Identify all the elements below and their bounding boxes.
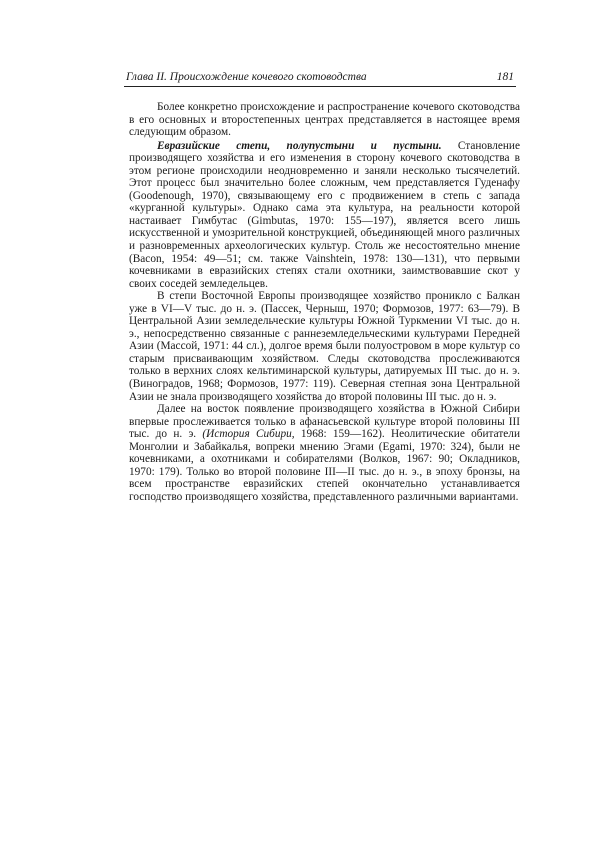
paragraph-4 <box>129 403 520 503</box>
paragraph-3: В степи Восточной Европы производящее хозяйство проникло с Балкан уже в VI—V тыс. до н. э. (Пассек, Черныш, 1970; Формозов, 1977: 63—79). В Центральной Азии земледельческие культуры Южной Туркмении VI тыс. до н. э., непосредственно связанные с раннеземледельческими культурами Передней Азии (Массой, 1971: 44 сл.), долгое время были полуостровом в море культур со старым присваивающим хозяйством. Следы скотоводства прослеживаются только в верхних слоях кельтиминарской культуры, датируемых III тыс. до н. э. (Виноградов, 1968; Формозов, 1977: 119). Северная степная зона Центральной Азии не знала производящего хозяйства до второй половины III тыс. до н. э. <box>129 290 520 403</box>
paragraph-2 <box>129 140 520 291</box>
body-text <box>129 101 520 504</box>
paragraph-4-text-start: Далее на восток появление производящего хозяйства в Южной Сибири впервые прослеживается только в афанасьевской культуре второй половины III тыс. до н. э. <box>129 403 520 441</box>
section-rubric: Евразийские степи, полупустыни и пустыни. <box>157 139 442 152</box>
citation-italic: (История Сибири, <box>202 428 295 441</box>
running-header <box>124 70 516 87</box>
paragraph-2-text: Становление производящего хозяйства и его изменения в сторону кочевого скотоводства в этом регионе происходили неодновременно и заняли несколько тысячелетий. Этот процесс был значительно более сложным, чем представляется Гуденафу (Goodenough, 1970), связывающему его с продвижением в степь с запада «курганной культуры». Однако сама эта культура, на реальности которой настаивает Гимбутас (Gimbutas, 1970: 155—197), является всего лишь искусственной и умозрительной конструкцией, объединяющей много различных и разновременных археологических культур. Столь же несостоятельно мнение (Bacon, 1954: 49—51; см. также Vainshtein, 1978: 130—131), что первыми кочевниками в евразийских степях стали охотники, заимствовавшие скот у своих соседей земледельцев. <box>129 139 520 290</box>
paragraph-1: Более конкретно происхождение и распространение кочевого скотоводства в его основных и второстепенных центрах представляется в настоящее время следующим образом. <box>129 101 520 139</box>
chapter-title: Глава II. Происхождение кочевого скотоводства <box>126 71 367 83</box>
page-number: 181 <box>496 71 514 83</box>
paragraph-4-text-end: 1968: 159—162). Неолитические обитатели Монголии и Забайкалья, вопреки мнению Эгами (Egami, 1970: 324), были не кочевниками, а охотниками и собирателями (Волков, 1967: 90; Окладников, 1970: 179). Только во второй половине III—II тыс. до н. э., в эпоху бронзы, на всем пространстве евразийских степей окончательно устанавливается господство производящего хозяйства, представленного различными вариантами. <box>129 428 520 503</box>
